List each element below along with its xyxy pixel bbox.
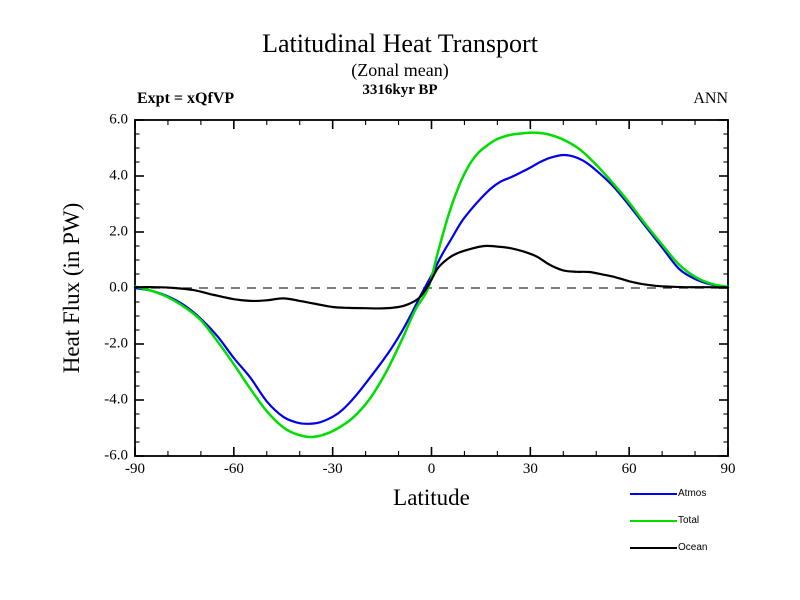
x-axis-title: Latitude (393, 485, 470, 510)
y-tick-label: 6.0 (109, 111, 128, 128)
x-tick-label: -90 (125, 461, 145, 477)
chart-subtitle: (Zonal mean) (351, 60, 449, 80)
time-label: 3316kyr BP (362, 82, 438, 98)
series-line-total (135, 133, 728, 437)
x-tick-label: 60 (621, 461, 637, 477)
legend-entry-total (630, 513, 699, 529)
y-tick-label: 0.0 (109, 279, 128, 296)
legend-label-atmos: Atmos (678, 488, 707, 499)
legend-line-atmos (630, 493, 677, 495)
legend-line-ocean (630, 547, 677, 549)
x-tick-label: 0 (427, 461, 436, 477)
experiment-label: Expt = xQfVP (137, 90, 235, 107)
x-tick-label: -30 (322, 461, 343, 477)
y-tick-label: -6.0 (104, 447, 128, 464)
y-tick-label: -2.0 (104, 335, 128, 352)
y-tick-label: 4.0 (109, 167, 128, 184)
season-label: ANN (693, 90, 728, 107)
y-axis-title-text: Heat Flux (in PW) (59, 202, 84, 374)
legend-line-total (630, 520, 677, 522)
x-tick-label: 90 (720, 461, 736, 477)
y-tick-label: -4.0 (104, 391, 128, 408)
series-line-atmos (135, 155, 728, 424)
legend-entry-ocean (630, 540, 707, 556)
legend-entry-atmos (630, 486, 706, 502)
legend-label-ocean: Ocean (678, 542, 708, 553)
y-tick-label: 2.0 (109, 223, 128, 240)
legend-label-total: Total (678, 515, 700, 526)
x-tick-label: 30 (522, 461, 538, 477)
chart-title: Latitudinal Heat Transport (262, 29, 538, 58)
x-tick-label: -60 (223, 461, 244, 477)
